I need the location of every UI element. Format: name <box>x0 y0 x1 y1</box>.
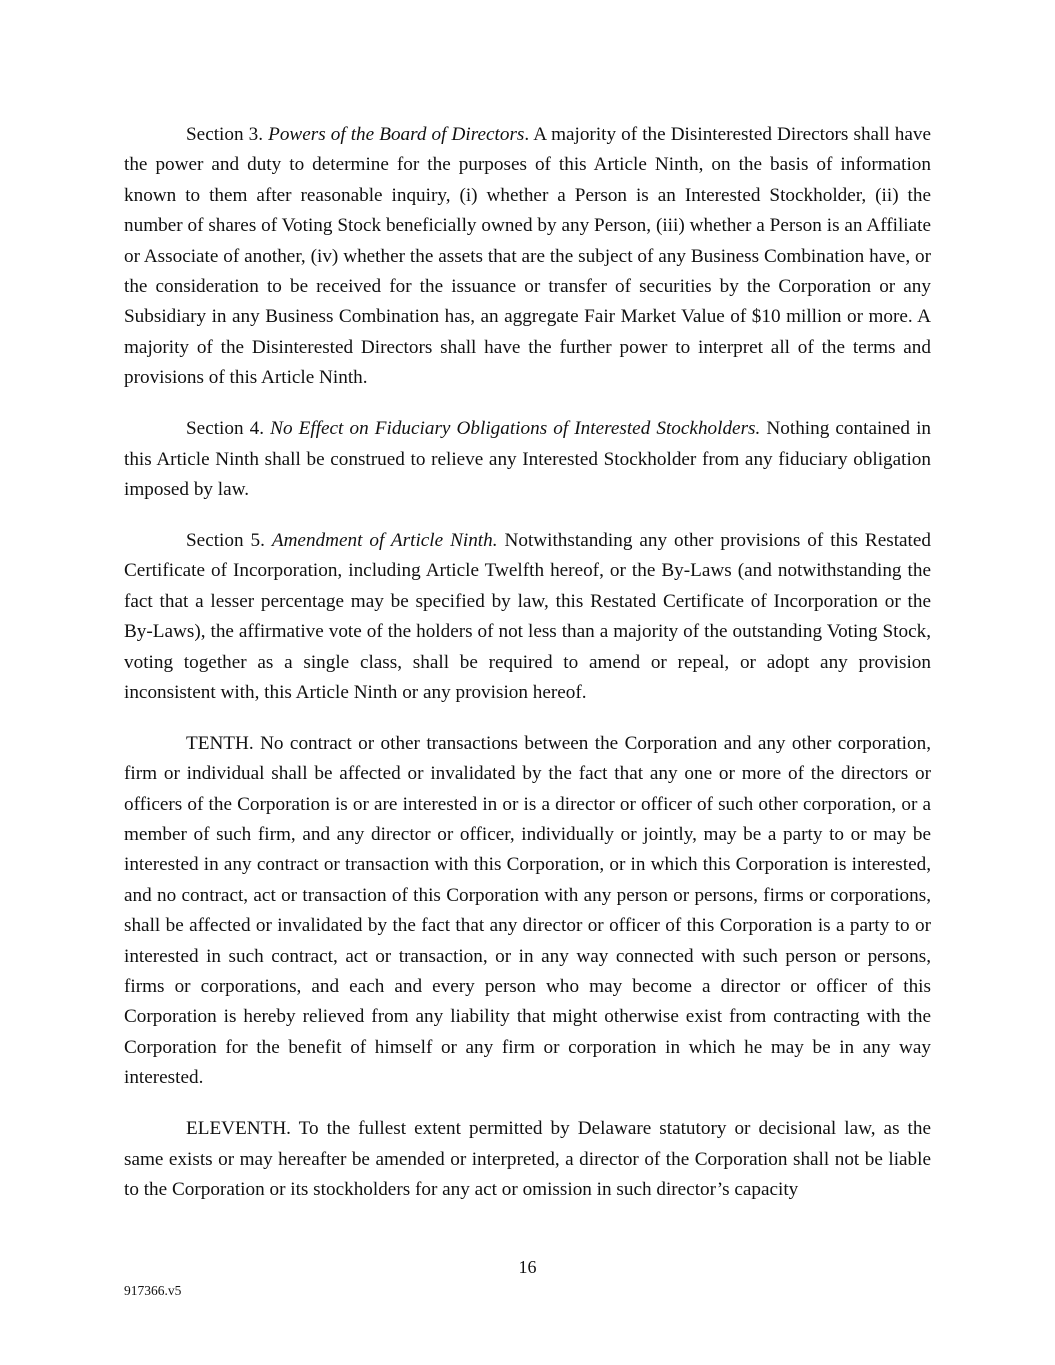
paragraph-lead: TENTH. <box>186 732 261 754</box>
document-body <box>124 120 931 1226</box>
paragraph-section-3 <box>124 120 931 394</box>
paragraph-text: No contract or other transactions between the Corporation and any other corporation, firm or individual shall be affected or invalidated by the fact that any one or more of the directors or officers of the Corporation is or are interested in or is a director or officer of such other corporation, or a member of such firm, and any director or officer, individually or jointly, may be a party to or may be interested in any contract or transaction with this Corporation, or in which this Corporation is interested, and no contract, act or transaction of this Corporation with any person or persons, firms or corporations, shall be affected or invalidated by the fact that any director or officer of this Corporation is a party to or interested in such contract, act or transaction, or in any way connected with such person or persons, firms or corporations, and each and every person who may become a director or officer of this Corporation is hereby relieved from any liability that might otherwise exist from contracting with the Corporation for the benefit of himself or any firm or corporation in which he may be in any way interested. <box>124 732 931 1089</box>
paragraph-article-eleventh <box>124 1114 931 1205</box>
paragraph-text: To the fullest extent permitted by Delaware statutory or decisional law, as the same exists or may hereafter be amended or interpreted, a director of the Corporation shall not be liable to the Corporation or its stockholders for any act or omission in such director’s capacity <box>124 1118 931 1200</box>
section-heading: Amendment of Article Ninth. <box>271 529 498 551</box>
paragraph-section-5 <box>124 526 931 708</box>
document-id: 917366.v5 <box>124 1283 182 1298</box>
paragraph-lead: ELEVENTH. <box>186 1118 299 1140</box>
paragraph-text: Nothing contained in this Article Ninth shall be construed to relieve any Interested Stockholder from any fiduciary obligation imposed by law. <box>124 418 932 500</box>
paragraph-text: . A majority of the Disinterested Directors shall have the power and duty to determine for the purposes of this Article Ninth, on the basis of information known to them after reasonable inquiry, (i) whether a Person is an Interested Stockholder, (ii) the number of shares of Voting Stock beneficially owned by any Person, (iii) whether a Person is an Affiliate or Associate of another, (iv) whether the assets that are the subject of any Business Combination have, or the consideration to be received for the issuance or transfer of securities by the Corporation or any Subsidiary in any Business Combination has, an aggregate Fair Market Value of $10 million or more. A majority of the Disinterested Directors shall have the further power to interpret all of the terms and provisions of this Article Ninth. <box>124 124 932 389</box>
paragraph-lead: Section 4. <box>186 418 271 440</box>
paragraph-lead: Section 3. <box>186 124 269 145</box>
paragraph-lead: Section 5. <box>186 529 272 551</box>
paragraph-article-tenth <box>124 729 931 1094</box>
section-heading: Powers of the Board of Directors <box>268 124 525 145</box>
section-heading: No Effect on Fiduciary Obligations of Interested Stockholders. <box>270 418 761 440</box>
paragraph-section-4 <box>124 414 931 505</box>
paragraph-text: Notwithstanding any other provisions of this Restated Certificate of Incorporation, including Article Twelfth hereof, or the By-Laws (and notwithstanding the fact that a lesser percentage may be specified by law, this Restated Certificate of Incorporation or the By-Laws), the affirmative vote of the holders of not less than a majority of the outstanding Voting Stock, voting together as a single class, shall be required to amend or repeal, or adopt any provision inconsistent with, this Article Ninth or any provision hereof. <box>124 529 931 703</box>
page-number: 16 <box>518 1257 537 1277</box>
